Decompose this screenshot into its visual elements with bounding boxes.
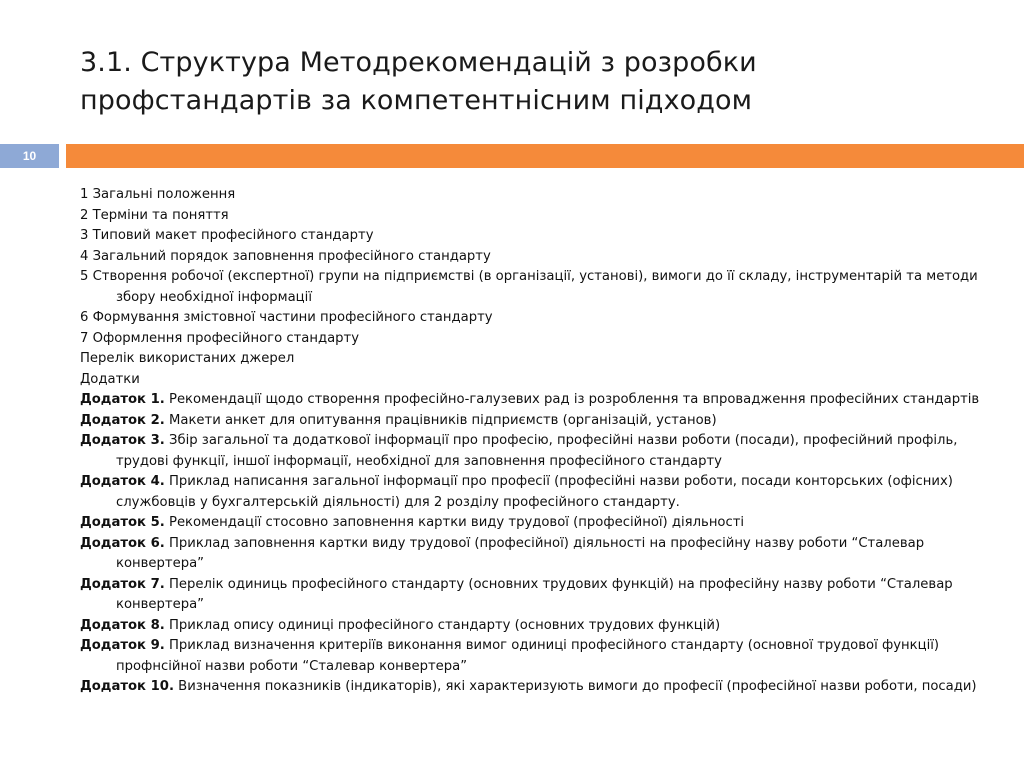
item-text: 6 Формування змістовної частини професійного стандарту (80, 310, 493, 325)
item-text: 2 Терміни та поняття (80, 207, 229, 223)
appendix-item (80, 677, 980, 698)
list-item (80, 329, 980, 350)
appendix-item (80, 390, 980, 411)
item-text: 7 Оформлення професійного стандарту (80, 330, 360, 346)
appendix-label: Додаток 7. (80, 576, 165, 592)
list-item (80, 247, 980, 268)
page-number-box (0, 144, 59, 168)
appendix-label: Додаток 1. (80, 392, 165, 407)
appendix-text: Визначення показників (індикаторів), які характеризують вимоги до професії (професійної назви роботи, посади) (173, 679, 977, 694)
appendix-text: Приклад опису одиниці професійного стандарту (основних трудових функцій) (164, 617, 721, 633)
page-number: 10 (22, 149, 37, 163)
appendix-label: Додаток 4. (80, 474, 165, 489)
appendix-text: Макети анкет для опитування працівників підприємств (організацій, установ) (164, 412, 717, 428)
appendix-label: Додаток 2. (80, 412, 165, 428)
item-text: 5 Створення робочої (експертної) групи на підприємстві (в організації, установі), вимоги до її складу, інструментарій та методи збору необхідної інформації (80, 269, 978, 305)
appendix-item (80, 616, 980, 637)
appendix-item (80, 431, 980, 472)
item-text: Перелік використаних джерел (80, 351, 295, 366)
list-item (80, 349, 980, 370)
item-text: 3 Типовий макет професійного стандарту (80, 228, 374, 243)
slide-title (80, 44, 980, 120)
list-item (80, 308, 980, 329)
appendix-item (80, 472, 980, 513)
contents-list (80, 185, 980, 698)
appendix-text: Рекомендації щодо створення професійно-галузевих рад із розроблення та впровадження професійних стандартів (164, 392, 980, 407)
item-text: Додатки (80, 371, 140, 387)
list-item (80, 185, 980, 206)
appendix-item (80, 636, 980, 677)
appendix-text: Перелік одиниць професійного стандарту (основних трудових функцій) на професійну назву роботи “Сталевар конвертера” (116, 576, 953, 612)
title-line-1: 3.1. Структура Методрекомендацій з розробки (80, 47, 757, 78)
item-text: 1 Загальні положення (80, 187, 236, 202)
appendix-label: Додаток 5. (80, 515, 165, 530)
appendix-label: Додаток 6. (80, 535, 165, 551)
appendix-item (80, 513, 980, 534)
appendix-text: Рекомендації стосовно заповнення картки виду трудової (професійної) діяльності (164, 515, 745, 530)
list-item (80, 206, 980, 227)
accent-bar (66, 144, 1024, 168)
appendix-item (80, 411, 980, 432)
title-line-2: профстандартів за компетентнісним підходом (80, 85, 753, 116)
appendix-text: Приклад визначення критеріїв виконання вимог одиниці професійного стандарту (основної трудової функції) профнсійної назви роботи “Сталевар конвертера” (116, 638, 940, 674)
appendix-text: Приклад написання загальної інформації про професії (професійні назви роботи, посади конторських (офісних) службовців у бухгалтерській діяльності) для 2 розділу професійного стандарту. (116, 474, 953, 510)
appendix-label: Додаток 3. (80, 433, 165, 448)
appendix-text: Збір загальної та додаткової інформації про професію, професійні назви роботи (посади), професійний профіль, трудові функції, іншої інформації, необхідної для заповнення професійного стандарту (116, 433, 958, 469)
appendix-item (80, 575, 980, 616)
appendix-item (80, 534, 980, 575)
list-item (80, 370, 980, 391)
appendix-label: Додаток 10. (80, 679, 174, 694)
list-item (80, 226, 980, 247)
item-text: 4 Загальний порядок заповнення професійного стандарту (80, 248, 491, 264)
appendix-label: Додаток 9. (80, 638, 165, 653)
appendix-text: Приклад заповнення картки виду трудової (професійної) діяльності на професійну назву роботи “Сталевар конвертера” (116, 535, 925, 571)
list-item (80, 267, 980, 308)
appendix-label: Додаток 8. (80, 617, 165, 633)
